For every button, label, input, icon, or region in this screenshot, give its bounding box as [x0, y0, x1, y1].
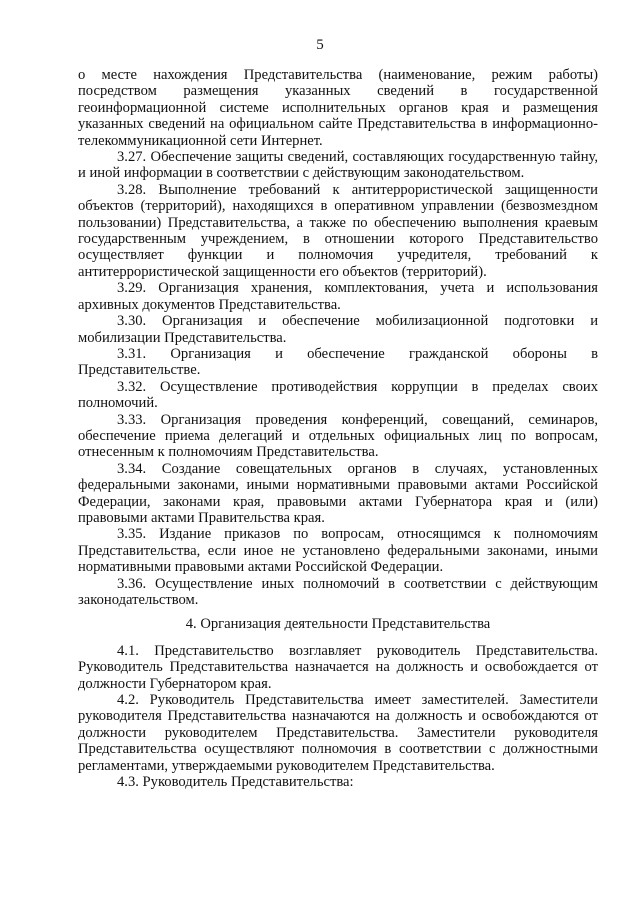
- page-number: 5: [316, 37, 324, 53]
- paragraph-4-2: 4.2. Руководитель Представительства имеет заместителей. Заместители руководителя Представительства назначаются на должность и освобождаются от должности руководителем Представительства. Заместители руководителя Представительства осуществляют полномочия в соответствии с должностными регламентами, утверждаемыми руководителем Представительства.: [78, 692, 598, 774]
- paragraph-3-28: 3.28. Выполнение требований к антитеррористической защищенности объектов (территорий), находящихся в оперативном управлении (безвозмездном пользовании) Представительства, а также по обеспечению выполнения краевым государственным учреждением, в отношении которого Представительство осуществляет функции и полномочия учредителя, требований к антитеррористической защищенности его объектов (территорий).: [78, 181, 598, 280]
- paragraph-3-27: 3.27. Обеспечение защиты сведений, составляющих государственную тайну, и иной информации в соответствии с действующим законодательством.: [78, 149, 598, 182]
- paragraph-3-33: 3.33. Организация проведения конференций, совещаний, семинаров, обеспечение приема делегаций и отдельных официальных лиц по вопросам, отнесенным к полномочиям Представительства.: [78, 411, 598, 461]
- paragraph-3-26-continuation: о месте нахождения Представительства (наименование, режим работы) посредством размещения указанных сведений в государственной геоинформационной системе исполнительных органов края и размещения указанных сведений на официальном сайте Представительства в информационно-телекоммуникационной сети Интернет.: [78, 67, 598, 149]
- paragraph-3-30: 3.30. Организация и обеспечение мобилизационной подготовки и мобилизации Представительства.: [78, 313, 598, 346]
- paragraph-4-1: 4.1. Представительство возглавляет руководитель Представительства. Руководитель Представительства назначается на должность и освобождается от должности Губернатором края.: [78, 642, 598, 692]
- paragraph-3-35: 3.35. Издание приказов по вопросам, относящимся к полномочиям Представительства, если иное не установлено федеральными законами, иными нормативными правовыми актами Российской Федерации.: [78, 526, 598, 576]
- paragraph-3-36: 3.36. Осуществление иных полномочий в соответствии с действующим законодательством.: [78, 575, 598, 608]
- document-body: [78, 67, 598, 790]
- paragraph-3-34: 3.34. Создание совещательных органов в случаях, установленных федеральными законами, иными нормативными правовыми актами Российской Федерации, законами края, правовыми актами Губернатора края и (или) правовыми актами Правительства края.: [78, 460, 598, 526]
- paragraph-4-3: 4.3. Руководитель Представительства:: [117, 774, 354, 791]
- paragraph-3-32: 3.32. Осуществление противодействия коррупции в пределах своих полномочий.: [78, 378, 598, 412]
- paragraph-3-29: 3.29. Организация хранения, комплектования, учета и использования архивных документов Представительства.: [78, 280, 598, 313]
- section-heading: 4. Организация деятельности Представительства: [185, 616, 491, 633]
- paragraph-3-31: 3.31. Организация и обеспечение гражданской обороны в Представительстве.: [78, 345, 598, 379]
